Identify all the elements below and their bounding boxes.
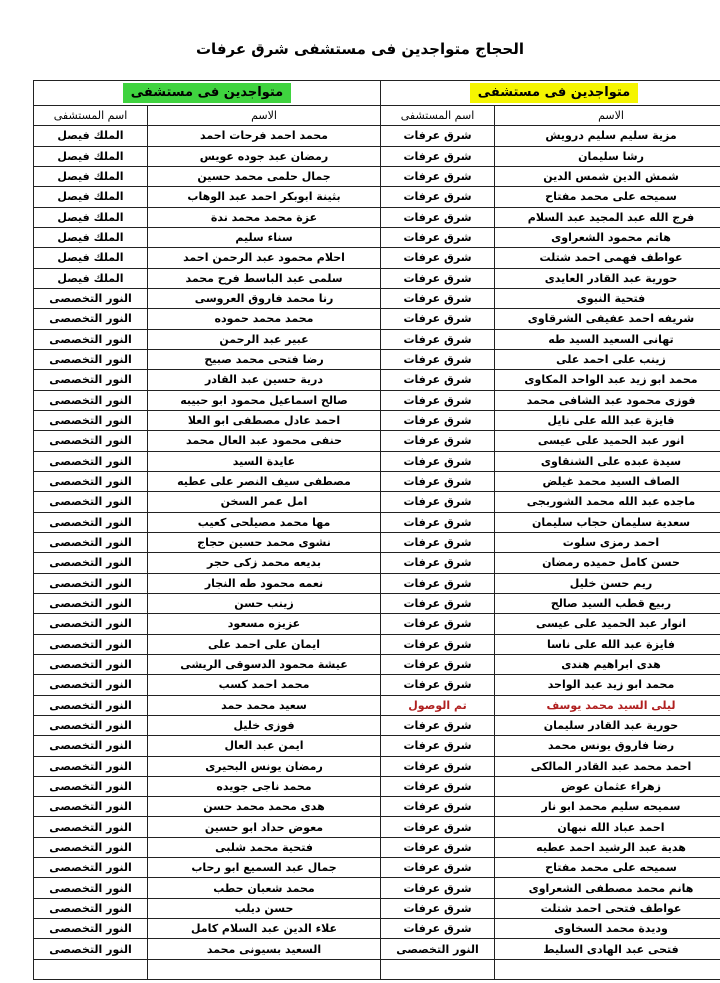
- left-name-cell: محمد احمد كسب: [148, 675, 381, 695]
- left-name-cell: هدى محمد محمد حسن: [148, 797, 381, 817]
- col-header-name-left: الاسم: [148, 106, 381, 126]
- right-hospital-cell: شرق عرفات: [381, 756, 495, 776]
- right-name-cell: سميحه على محمد مفتاح: [495, 187, 720, 207]
- table-row: [34, 695, 720, 715]
- left-name-cell: محمد شعبان حطب: [148, 878, 381, 898]
- left-name-cell: جمال حلمى محمد حسين: [148, 166, 381, 186]
- left-hospital-cell: النور التخصصى: [34, 797, 148, 817]
- table-body: [34, 126, 720, 980]
- right-hospital-cell: شرق عرفات: [381, 390, 495, 410]
- left-hospital-cell: النور التخصصى: [34, 288, 148, 308]
- right-name-cell: عواطف فهمى احمد شتلت: [495, 248, 720, 268]
- left-name-cell: نعمه محمود طه النجار: [148, 573, 381, 593]
- left-name-cell: مصطفى سيف النصر على عطيه: [148, 471, 381, 491]
- right-name-cell: ماجده عبد الله محمد الشوربجى: [495, 492, 720, 512]
- right-hospital-cell: شرق عرفات: [381, 675, 495, 695]
- right-name-cell: سميحه على محمد مفتاح: [495, 858, 720, 878]
- left-hospital-cell: النور التخصصى: [34, 431, 148, 451]
- left-name-cell: رمضان يونس البحيرى: [148, 756, 381, 776]
- right-hospital-cell: تم الوصول: [381, 695, 495, 715]
- table-row: [34, 736, 720, 756]
- table-row: [34, 410, 720, 430]
- right-hospital-cell: شرق عرفات: [381, 837, 495, 857]
- left-hospital-cell: النور التخصصى: [34, 919, 148, 939]
- right-name-cell: محمد ابو زيد عبد الواحد المكاوى: [495, 370, 720, 390]
- right-name-cell: حسن كامل حميده رمضان: [495, 553, 720, 573]
- left-name-cell: نشوى محمد حسين حجاج: [148, 532, 381, 552]
- group-header-row: [34, 81, 720, 106]
- left-name-cell: السعيد بسيونى محمد: [148, 939, 381, 959]
- table-row: [34, 858, 720, 878]
- right-name-cell: شريفه احمد عفيفى الشرقاوى: [495, 309, 720, 329]
- left-hospital-cell: النور التخصصى: [34, 349, 148, 369]
- right-hospital-cell: شرق عرفات: [381, 736, 495, 756]
- left-hospital-cell: النور التخصصى: [34, 573, 148, 593]
- right-hospital-cell: شرق عرفات: [381, 166, 495, 186]
- table-row: [34, 248, 720, 268]
- right-hospital-cell: شرق عرفات: [381, 207, 495, 227]
- table-row: [34, 451, 720, 471]
- left-hospital-cell: النور التخصصى: [34, 858, 148, 878]
- left-name-cell: ايمان على احمد على: [148, 634, 381, 654]
- table-row: [34, 370, 720, 390]
- left-name-cell: حنفى محمود عبد العال محمد: [148, 431, 381, 451]
- left-name-cell: عزيزه مسعود: [148, 614, 381, 634]
- right-hospital-cell: شرق عرفات: [381, 593, 495, 613]
- right-name-cell: شمش الدين شمس الدين: [495, 166, 720, 186]
- right-hospital-cell: شرق عرفات: [381, 898, 495, 918]
- left-name-cell: زينب حسن: [148, 593, 381, 613]
- right-hospital-cell: شرق عرفات: [381, 634, 495, 654]
- right-name-cell: فوزى محمود عبد الشافى محمد: [495, 390, 720, 410]
- left-hospital-cell: الملك فيصل: [34, 248, 148, 268]
- left-name-cell: ايمن عبد العال: [148, 736, 381, 756]
- table-row: [34, 288, 720, 308]
- right-name-cell: وديدة محمد السخاوى: [495, 919, 720, 939]
- left-hospital-cell: النور التخصصى: [34, 736, 148, 756]
- left-hospital-cell: النور التخصصى: [34, 878, 148, 898]
- right-hospital-cell: شرق عرفات: [381, 187, 495, 207]
- left-name-cell: احلام محمود عبد الرحمن احمد: [148, 248, 381, 268]
- left-hospital-cell: النور التخصصى: [34, 675, 148, 695]
- left-name-cell: سناء سليم: [148, 227, 381, 247]
- left-name-cell: عبير عبد الرحمن: [148, 329, 381, 349]
- left-name-cell: مها محمد مصيلحى كعيب: [148, 512, 381, 532]
- left-name-cell: رنا محمد فاروق العروسى: [148, 288, 381, 308]
- right-hospital-cell: شرق عرفات: [381, 471, 495, 491]
- right-hospital-cell: شرق عرفات: [381, 309, 495, 329]
- left-hospital-cell: النور التخصصى: [34, 593, 148, 613]
- left-name-cell: حسن ديلب: [148, 898, 381, 918]
- right-name-cell: ليلى السيد محمد يوسف: [495, 695, 720, 715]
- left-hospital-cell: الملك فيصل: [34, 187, 148, 207]
- table-row: [34, 817, 720, 837]
- right-hospital-cell: شرق عرفات: [381, 492, 495, 512]
- right-hospital-cell: شرق عرفات: [381, 817, 495, 837]
- table-row: [34, 573, 720, 593]
- left-name-cell: علاء الدين عبد السلام كامل: [148, 919, 381, 939]
- left-hospital-cell: النور التخصصى: [34, 634, 148, 654]
- left-hospital-cell: النور التخصصى: [34, 410, 148, 430]
- right-name-cell: حورية عبد القادر العايدى: [495, 268, 720, 288]
- left-hospital-cell: النور التخصصى: [34, 370, 148, 390]
- left-hospital-cell: النور التخصصى: [34, 776, 148, 796]
- right-name-cell: [495, 959, 720, 979]
- left-name-cell: سلمى عبد الباسط فرح محمد: [148, 268, 381, 288]
- right-hospital-cell: شرق عرفات: [381, 349, 495, 369]
- right-hospital-cell: شرق عرفات: [381, 532, 495, 552]
- left-name-cell: جمال عبد السميع ابو رحاب: [148, 858, 381, 878]
- table-row: [34, 492, 720, 512]
- right-hospital-cell: شرق عرفات: [381, 553, 495, 573]
- table-row: [34, 614, 720, 634]
- table-row: [34, 309, 720, 329]
- left-name-cell: بثينة ابوبكر احمد عبد الوهاب: [148, 187, 381, 207]
- right-name-cell: تهانى السعيد السيد طه: [495, 329, 720, 349]
- right-hospital-cell: شرق عرفات: [381, 614, 495, 634]
- right-name-cell: فتحية النبوى: [495, 288, 720, 308]
- right-hospital-cell: شرق عرفات: [381, 919, 495, 939]
- table-row: [34, 959, 720, 979]
- right-hospital-cell: شرق عرفات: [381, 126, 495, 146]
- right-name-cell: هدى ابراهيم هندى: [495, 654, 720, 674]
- right-hospital-cell: شرق عرفات: [381, 715, 495, 735]
- table-row: [34, 919, 720, 939]
- right-name-cell: الصاف السيد محمد غيلض: [495, 471, 720, 491]
- group-header-right: [381, 81, 720, 106]
- right-hospital-cell: شرق عرفات: [381, 288, 495, 308]
- table-row: [34, 512, 720, 532]
- right-hospital-cell: النور التخصصى: [381, 939, 495, 959]
- col-header-hospital-right: اسم المستشفى: [381, 106, 495, 126]
- left-name-cell: امل عمر السخن: [148, 492, 381, 512]
- left-name-cell: عزة محمد محمد ندة: [148, 207, 381, 227]
- table-row: [34, 126, 720, 146]
- left-hospital-cell: النور التخصصى: [34, 451, 148, 471]
- table-row: [34, 166, 720, 186]
- right-name-cell: سميحه سليم محمد ابو نار: [495, 797, 720, 817]
- left-name-cell: بديعه محمد زكى حجر: [148, 553, 381, 573]
- left-hospital-cell: الملك فيصل: [34, 207, 148, 227]
- left-hospital-cell: النور التخصصى: [34, 695, 148, 715]
- left-hospital-cell: النور التخصصى: [34, 817, 148, 837]
- left-hospital-cell: النور التخصصى: [34, 553, 148, 573]
- left-hospital-cell: النور التخصصى: [34, 837, 148, 857]
- left-name-cell: رمضان عبد جوده عويس: [148, 146, 381, 166]
- left-hospital-cell: النور التخصصى: [34, 471, 148, 491]
- right-name-cell: احمد عباد الله نبهان: [495, 817, 720, 837]
- left-hospital-cell: الملك فيصل: [34, 227, 148, 247]
- right-hospital-cell: شرق عرفات: [381, 227, 495, 247]
- right-name-cell: فايزة عبد الله على نايل: [495, 410, 720, 430]
- left-hospital-cell: الملك فيصل: [34, 146, 148, 166]
- table-row: [34, 227, 720, 247]
- right-hospital-cell: شرق عرفات: [381, 329, 495, 349]
- right-name-cell: ربيع قطب السيد صالح: [495, 593, 720, 613]
- table-row: [34, 675, 720, 695]
- highlight-left: متواجدين فى مستشفى: [123, 83, 291, 103]
- left-name-cell: سعيد محمد حمد: [148, 695, 381, 715]
- right-hospital-cell: شرق عرفات: [381, 146, 495, 166]
- left-name-cell: [148, 959, 381, 979]
- table-row: [34, 634, 720, 654]
- left-hospital-cell: النور التخصصى: [34, 715, 148, 735]
- table-row: [34, 898, 720, 918]
- right-name-cell: هدية عبد الرشيد احمد عطيه: [495, 837, 720, 857]
- left-name-cell: عيشة محمود الدسوقى الريشى: [148, 654, 381, 674]
- table-row: [34, 553, 720, 573]
- table-row: [34, 207, 720, 227]
- left-hospital-cell: النور التخصصى: [34, 390, 148, 410]
- group-header-left: [34, 81, 381, 106]
- table-row: [34, 390, 720, 410]
- right-name-cell: زينب على احمد على: [495, 349, 720, 369]
- pilgrims-table: [33, 80, 720, 980]
- left-hospital-cell: النور التخصصى: [34, 614, 148, 634]
- table-row: [34, 532, 720, 552]
- table-row: [34, 471, 720, 491]
- table-row: [34, 837, 720, 857]
- right-hospital-cell: شرق عرفات: [381, 654, 495, 674]
- right-hospital-cell: شرق عرفات: [381, 451, 495, 471]
- right-name-cell: احمد محمد عبد القادر المالكى: [495, 756, 720, 776]
- right-name-cell: فايزة عبد الله على ناسا: [495, 634, 720, 654]
- right-hospital-cell: شرق عرفات: [381, 776, 495, 796]
- right-hospital-cell: شرق عرفات: [381, 573, 495, 593]
- left-hospital-cell: الملك فيصل: [34, 166, 148, 186]
- right-name-cell: فتحى عبد الهادى السليط: [495, 939, 720, 959]
- left-name-cell: محمد احمد فرحات احمد: [148, 126, 381, 146]
- left-hospital-cell: الملك فيصل: [34, 268, 148, 288]
- right-hospital-cell: شرق عرفات: [381, 248, 495, 268]
- right-hospital-cell: [381, 959, 495, 979]
- right-name-cell: هاتم محمود الشعراوى: [495, 227, 720, 247]
- right-hospital-cell: شرق عرفات: [381, 797, 495, 817]
- right-hospital-cell: شرق عرفات: [381, 878, 495, 898]
- right-name-cell: عواطف فتحى احمد شتلت: [495, 898, 720, 918]
- left-hospital-cell: النور التخصصى: [34, 492, 148, 512]
- right-hospital-cell: شرق عرفات: [381, 431, 495, 451]
- right-name-cell: احمد رمزى سلوت: [495, 532, 720, 552]
- table-row: [34, 431, 720, 451]
- left-hospital-cell: النور التخصصى: [34, 939, 148, 959]
- table-row: [34, 654, 720, 674]
- right-name-cell: رضا فاروق يونس محمد: [495, 736, 720, 756]
- right-name-cell: انور عبد الحميد على عيسى: [495, 431, 720, 451]
- right-name-cell: مزية سليم سليم درويش: [495, 126, 720, 146]
- right-name-cell: زهراء عثمان عوض: [495, 776, 720, 796]
- left-name-cell: فتحية محمد شلبى: [148, 837, 381, 857]
- page-title: الحجاج متواجدين فى مستشفى شرق عرفات: [195, 40, 524, 58]
- left-hospital-cell: [34, 959, 148, 979]
- highlight-right: متواجدين فى مستشفى: [470, 83, 638, 103]
- right-name-cell: سعدية سليمان حجاب سليمان: [495, 512, 720, 532]
- left-name-cell: صالح اسماعيل محمود ابو حبيبه: [148, 390, 381, 410]
- right-name-cell: سيدة عبده على الشنقاوى: [495, 451, 720, 471]
- right-hospital-cell: شرق عرفات: [381, 268, 495, 288]
- left-hospital-cell: النور التخصصى: [34, 898, 148, 918]
- table-row: [34, 939, 720, 959]
- right-hospital-cell: شرق عرفات: [381, 858, 495, 878]
- right-name-cell: انوار عبد الحميد على عيسى: [495, 614, 720, 634]
- left-hospital-cell: النور التخصصى: [34, 756, 148, 776]
- table-row: [34, 349, 720, 369]
- left-name-cell: محمد محمد حموده: [148, 309, 381, 329]
- table-row: [34, 715, 720, 735]
- left-name-cell: محمد ناجى جويده: [148, 776, 381, 796]
- left-name-cell: فوزى خليل: [148, 715, 381, 735]
- right-hospital-cell: شرق عرفات: [381, 370, 495, 390]
- table-row: [34, 187, 720, 207]
- table-row: [34, 329, 720, 349]
- left-name-cell: احمد عادل مصطفى ابو العلا: [148, 410, 381, 430]
- left-name-cell: معوض حداد ابو حسين: [148, 817, 381, 837]
- col-header-hospital-left: اسم المستشفى: [34, 106, 148, 126]
- left-hospital-cell: النور التخصصى: [34, 654, 148, 674]
- right-name-cell: ريم حسن خليل: [495, 573, 720, 593]
- col-header-name-right: الاسم: [495, 106, 720, 126]
- left-hospital-cell: النور التخصصى: [34, 309, 148, 329]
- left-name-cell: درية حسين عبد القادر: [148, 370, 381, 390]
- left-hospital-cell: النور التخصصى: [34, 329, 148, 349]
- table-row: [34, 878, 720, 898]
- right-name-cell: هانم محمد مصطفى الشعراوى: [495, 878, 720, 898]
- right-hospital-cell: شرق عرفات: [381, 512, 495, 532]
- left-hospital-cell: النور التخصصى: [34, 532, 148, 552]
- left-name-cell: عايدة السيد: [148, 451, 381, 471]
- right-name-cell: حورية عبد القادر سليمان: [495, 715, 720, 735]
- column-header-row: [34, 106, 720, 126]
- left-hospital-cell: الملك فيصل: [34, 126, 148, 146]
- right-name-cell: رشا سليمان: [495, 146, 720, 166]
- table-row: [34, 146, 720, 166]
- table-row: [34, 268, 720, 288]
- right-name-cell: فرج الله عبد المجيد عبد السلام: [495, 207, 720, 227]
- left-name-cell: رضا فتحى محمد صبيح: [148, 349, 381, 369]
- right-hospital-cell: شرق عرفات: [381, 410, 495, 430]
- left-hospital-cell: النور التخصصى: [34, 512, 148, 532]
- table-row: [34, 593, 720, 613]
- table-row: [34, 756, 720, 776]
- right-name-cell: محمد ابو زيد عبد الواحد: [495, 675, 720, 695]
- table-row: [34, 776, 720, 796]
- table-row: [34, 797, 720, 817]
